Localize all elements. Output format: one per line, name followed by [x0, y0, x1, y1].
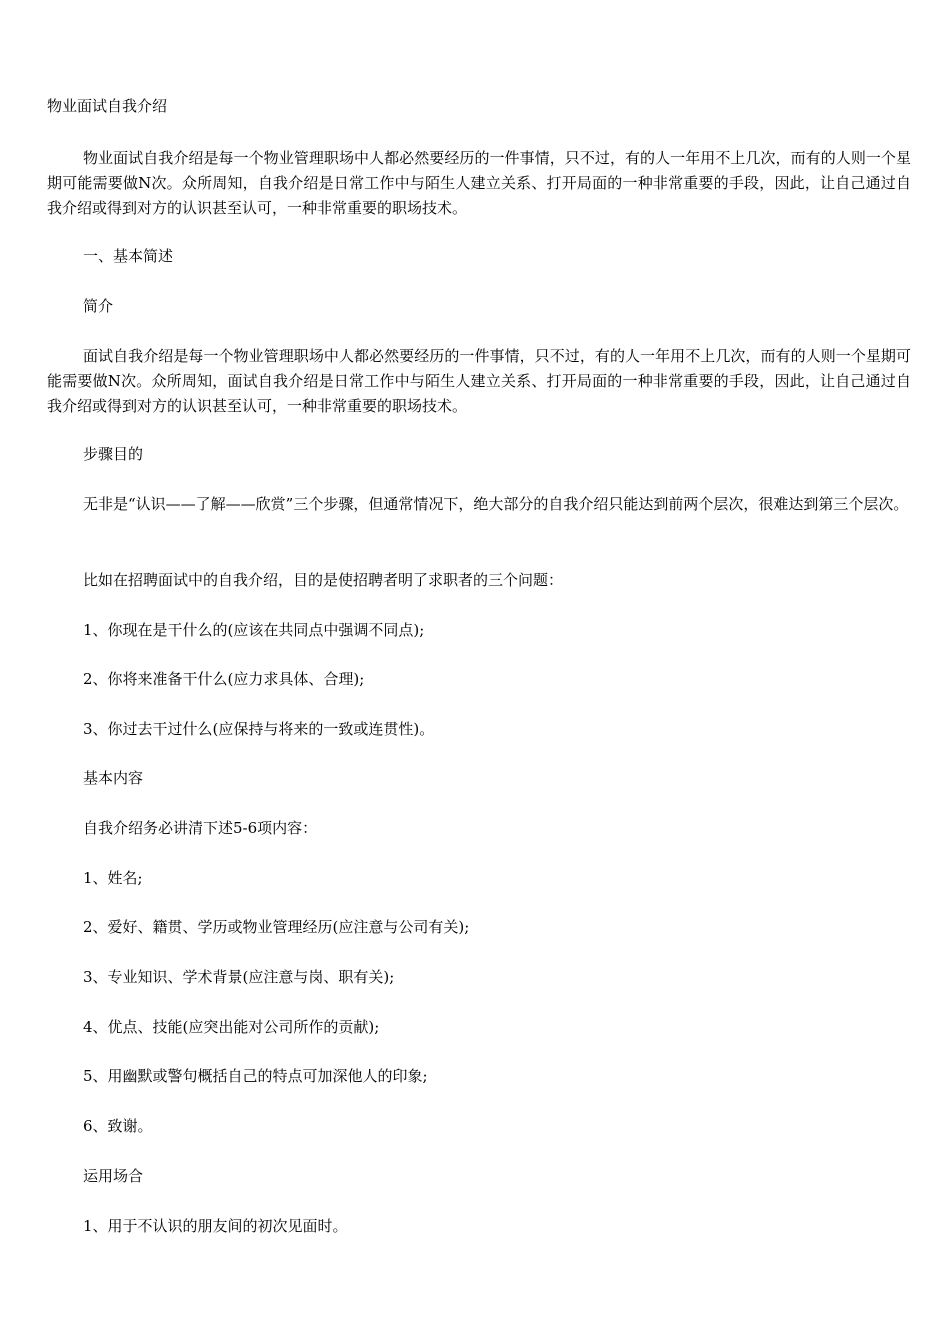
document-title: 物业面试自我介绍 — [47, 97, 168, 115]
content-item: 6、致谢。 — [83, 1117, 153, 1135]
content-item: 1、姓名; — [83, 869, 143, 887]
content-item: 5、用幽默或警句概括自己的特点可加深他人的印象; — [83, 1067, 428, 1085]
example-intro-line: 比如在招聘面试中的自我介绍，目的是使招聘者明了求职者的三个问题： — [83, 571, 564, 589]
section-heading-basic: 一、基本简述 — [83, 247, 174, 265]
question-item: 1、你现在是干什么的(应该在共同点中强调不同点); — [83, 621, 425, 639]
usage-item: 1、用于不认识的朋友间的初次见面时。 — [83, 1217, 348, 1235]
intro-body-paragraph: 面试自我介绍是每一个物业管理职场中人都必然要经历的一件事情，只不过，有的人一年用不上几次，而有的人则一个星期可能需要做N次。众所周知，面试自我介绍是日常工作中与陌生人建立关系、打开局面的一种非常重要的手段，因此，让自己通过自我介绍或得到对方的认识甚至认可，一种非常重要的职场技术。 — [47, 347, 911, 415]
content-item: 4、优点、技能(应突出能对公司所作的贡献); — [83, 1018, 380, 1036]
question-item: 3、你过去干过什么(应保持与将来的一致或连贯性)。 — [83, 720, 435, 738]
intro-paragraph: 物业面试自我介绍是每一个物业管理职场中人都必然要经历的一件事情，只不过，有的人一年用不上几次，而有的人则一个星期可能需要做N次。众所周知，自我介绍是日常工作中与陌生人建立关系、打开局面的一种非常重要的手段，因此，让自己通过自我介绍或得到对方的认识甚至认可，一种非常重要的职场技术。 — [47, 149, 911, 217]
subheading-purpose: 步骤目的 — [83, 445, 144, 463]
content-item: 2、爱好、籍贯、学历或物业管理经历(应注意与公司有关); — [83, 918, 470, 936]
content-item: 3、专业知识、学术背景(应注意与岗、职有关); — [83, 968, 395, 986]
purpose-paragraph: 无非是“认识——了解——欣赏”三个步骤，但通常情况下，绝大部分的自我介绍只能达到前两个层次，很难达到第三个层次。 — [83, 495, 909, 513]
question-item: 2、你将来准备干什么(应力求具体、合理); — [83, 670, 365, 688]
subheading-content: 基本内容 — [83, 769, 144, 787]
subheading-usage: 运用场合 — [83, 1167, 144, 1185]
content-intro-line: 自我介绍务必讲清下述5-6项内容： — [83, 819, 318, 837]
subheading-intro: 简介 — [83, 297, 114, 315]
